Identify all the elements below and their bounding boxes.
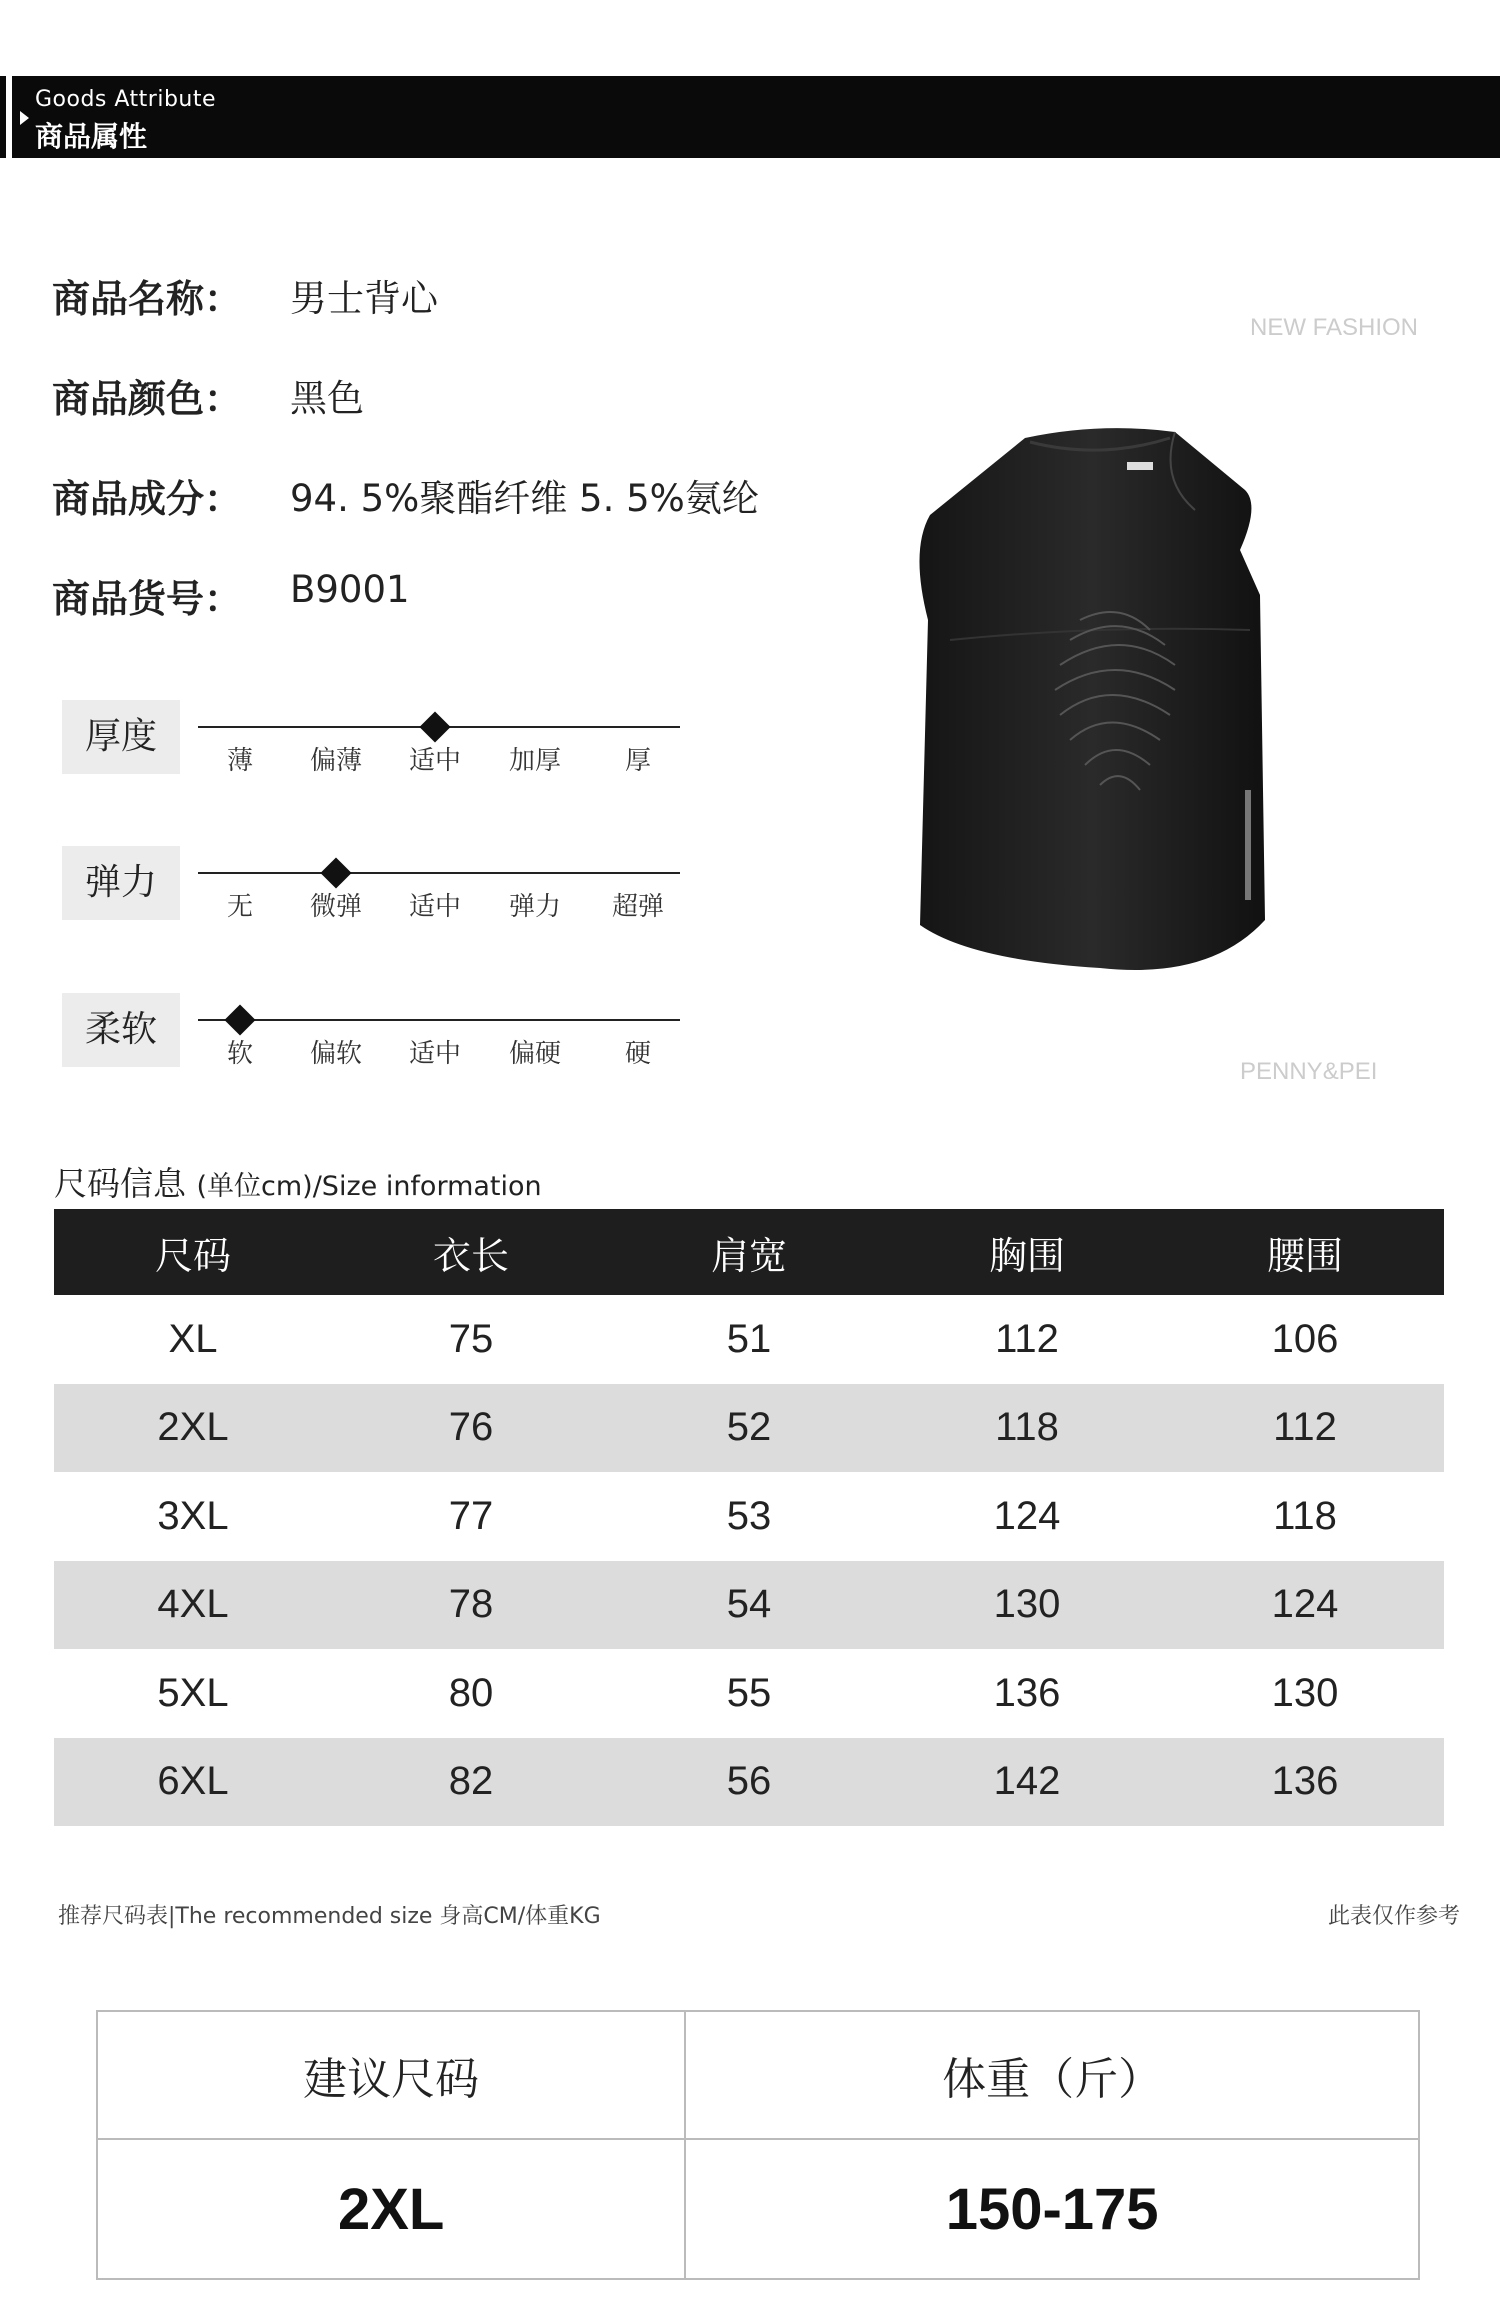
size-header-cell: 肩宽: [610, 1209, 888, 1295]
size-cell: XL: [168, 1316, 218, 1361]
size-info-title: [54, 1158, 542, 1205]
size-cell: 82: [332, 1738, 610, 1827]
size-cell: 136: [993, 1670, 1061, 1715]
scale-option: 弹力: [508, 892, 561, 922]
attr-name-label: 商品名称：: [52, 277, 243, 321]
scale-option: 加厚: [508, 746, 561, 776]
size-cell: 52: [610, 1384, 888, 1473]
size-cell: 142: [888, 1738, 1166, 1827]
size-cell: 54: [610, 1561, 888, 1650]
size-row: [54, 1561, 1444, 1650]
scale-option: 偏硬: [508, 1039, 561, 1069]
attr-sku-label: 商品货号：: [52, 577, 243, 621]
scale-line: [198, 1019, 680, 1021]
attr-sku-value: B9001: [290, 568, 410, 611]
size-cell: 80: [448, 1670, 494, 1715]
size-cell: 76: [332, 1384, 610, 1473]
watermark-bottom: PENNY&PEI: [1240, 1058, 1378, 1085]
size-row: [54, 1384, 1444, 1473]
size-table-header: [54, 1209, 1444, 1295]
size-cell: 124: [1166, 1561, 1444, 1650]
size-cell: 6XL: [54, 1738, 332, 1827]
size-cell: 130: [888, 1561, 1166, 1650]
scale-option: 厚: [624, 746, 651, 776]
size-table-body: [54, 1295, 1444, 1826]
scale-indicator-icon: [320, 857, 351, 888]
attr-color-value: 黑色: [290, 377, 364, 420]
recommend-row: [97, 2139, 1419, 2279]
size-header-cell: 尺码: [54, 1209, 332, 1295]
size-cell: 130: [1271, 1670, 1339, 1715]
scale-option: 适中: [408, 1039, 461, 1069]
attr-material-label: 商品成分：: [52, 477, 243, 521]
attr-material-value: 94. 5%聚酯纤维 5. 5%氨纶: [290, 477, 759, 520]
scale-option: 硬: [624, 1039, 651, 1069]
scale-option: 偏薄: [309, 746, 362, 776]
scale-option: 薄: [226, 746, 253, 776]
size-table: [54, 1209, 1444, 1826]
recommend-header-weight: 体重（斤）: [685, 2011, 1419, 2139]
watermark-top: NEW FASHION: [1250, 314, 1419, 341]
size-cell: 136: [1166, 1738, 1444, 1827]
size-cell: 106: [1271, 1316, 1339, 1361]
size-row: [54, 1295, 1444, 1384]
size-header-cell: 腰围: [1166, 1209, 1444, 1295]
size-cell: 56: [610, 1738, 888, 1827]
size-cell: 118: [888, 1384, 1166, 1473]
recommend-weight: 150-175: [685, 2139, 1419, 2279]
size-cell: 51: [726, 1316, 772, 1361]
size-cell: 112: [1166, 1384, 1444, 1473]
attr-name-value: 男士背心: [290, 277, 438, 320]
scale-option: 适中: [408, 746, 461, 776]
header-accent-bar: [0, 76, 12, 158]
size-cell: 4XL: [54, 1561, 332, 1650]
size-header-cell: 衣长: [332, 1209, 610, 1295]
header-arrow-icon: [20, 111, 29, 125]
size-row: [54, 1472, 1444, 1561]
size-cell: 118: [1273, 1493, 1337, 1538]
header-title-cn: 商品属性: [35, 120, 148, 153]
scale-option: 超弹: [611, 892, 664, 922]
scale-label: 弹力: [62, 846, 180, 920]
size-info-title-cn: 尺码信息: [54, 1164, 186, 1203]
scale-label: 柔软: [62, 993, 180, 1067]
scale-option: 软: [226, 1039, 253, 1069]
size-cell: 77: [448, 1493, 494, 1538]
recommend-note: 推荐尺码表|The recommended size 身高CM/体重KG: [58, 1904, 601, 1929]
section-header: [0, 76, 1500, 158]
size-cell: 2XL: [54, 1384, 332, 1473]
scale-option: 适中: [408, 892, 461, 922]
scale-line: [198, 872, 680, 874]
size-cell: 112: [995, 1316, 1059, 1361]
recommend-size: 2XL: [97, 2139, 685, 2279]
scale-option: 无: [226, 892, 253, 922]
scale-label: 厚度: [62, 700, 180, 774]
scale-option: 偏软: [309, 1039, 362, 1069]
size-cell: 3XL: [157, 1493, 229, 1538]
attr-color-label: 商品颜色：: [52, 377, 243, 421]
recommend-header-row: [97, 2011, 1419, 2139]
size-cell: 124: [993, 1493, 1061, 1538]
header-title-en: Goods Attribute: [35, 87, 217, 112]
recommend-header-size: 建议尺码: [97, 2011, 685, 2139]
size-row: [54, 1738, 1444, 1827]
size-cell: 53: [726, 1493, 772, 1538]
size-info-subtitle: (单位cm)/Size information: [196, 1171, 542, 1202]
recommend-disclaimer: 此表仅作参考: [1327, 1904, 1460, 1929]
product-vest-image: [910, 420, 1290, 980]
scale-indicator-icon: [224, 1004, 255, 1035]
size-cell: 78: [332, 1561, 610, 1650]
size-row: [54, 1649, 1444, 1738]
size-cell: 75: [448, 1316, 494, 1361]
size-cell: 55: [726, 1670, 772, 1715]
scale-indicator-icon: [419, 711, 450, 742]
scale-option: 微弹: [309, 892, 362, 922]
size-cell: 5XL: [157, 1670, 229, 1715]
size-header-cell: 胸围: [888, 1209, 1166, 1295]
recommend-table: [96, 2010, 1420, 2280]
